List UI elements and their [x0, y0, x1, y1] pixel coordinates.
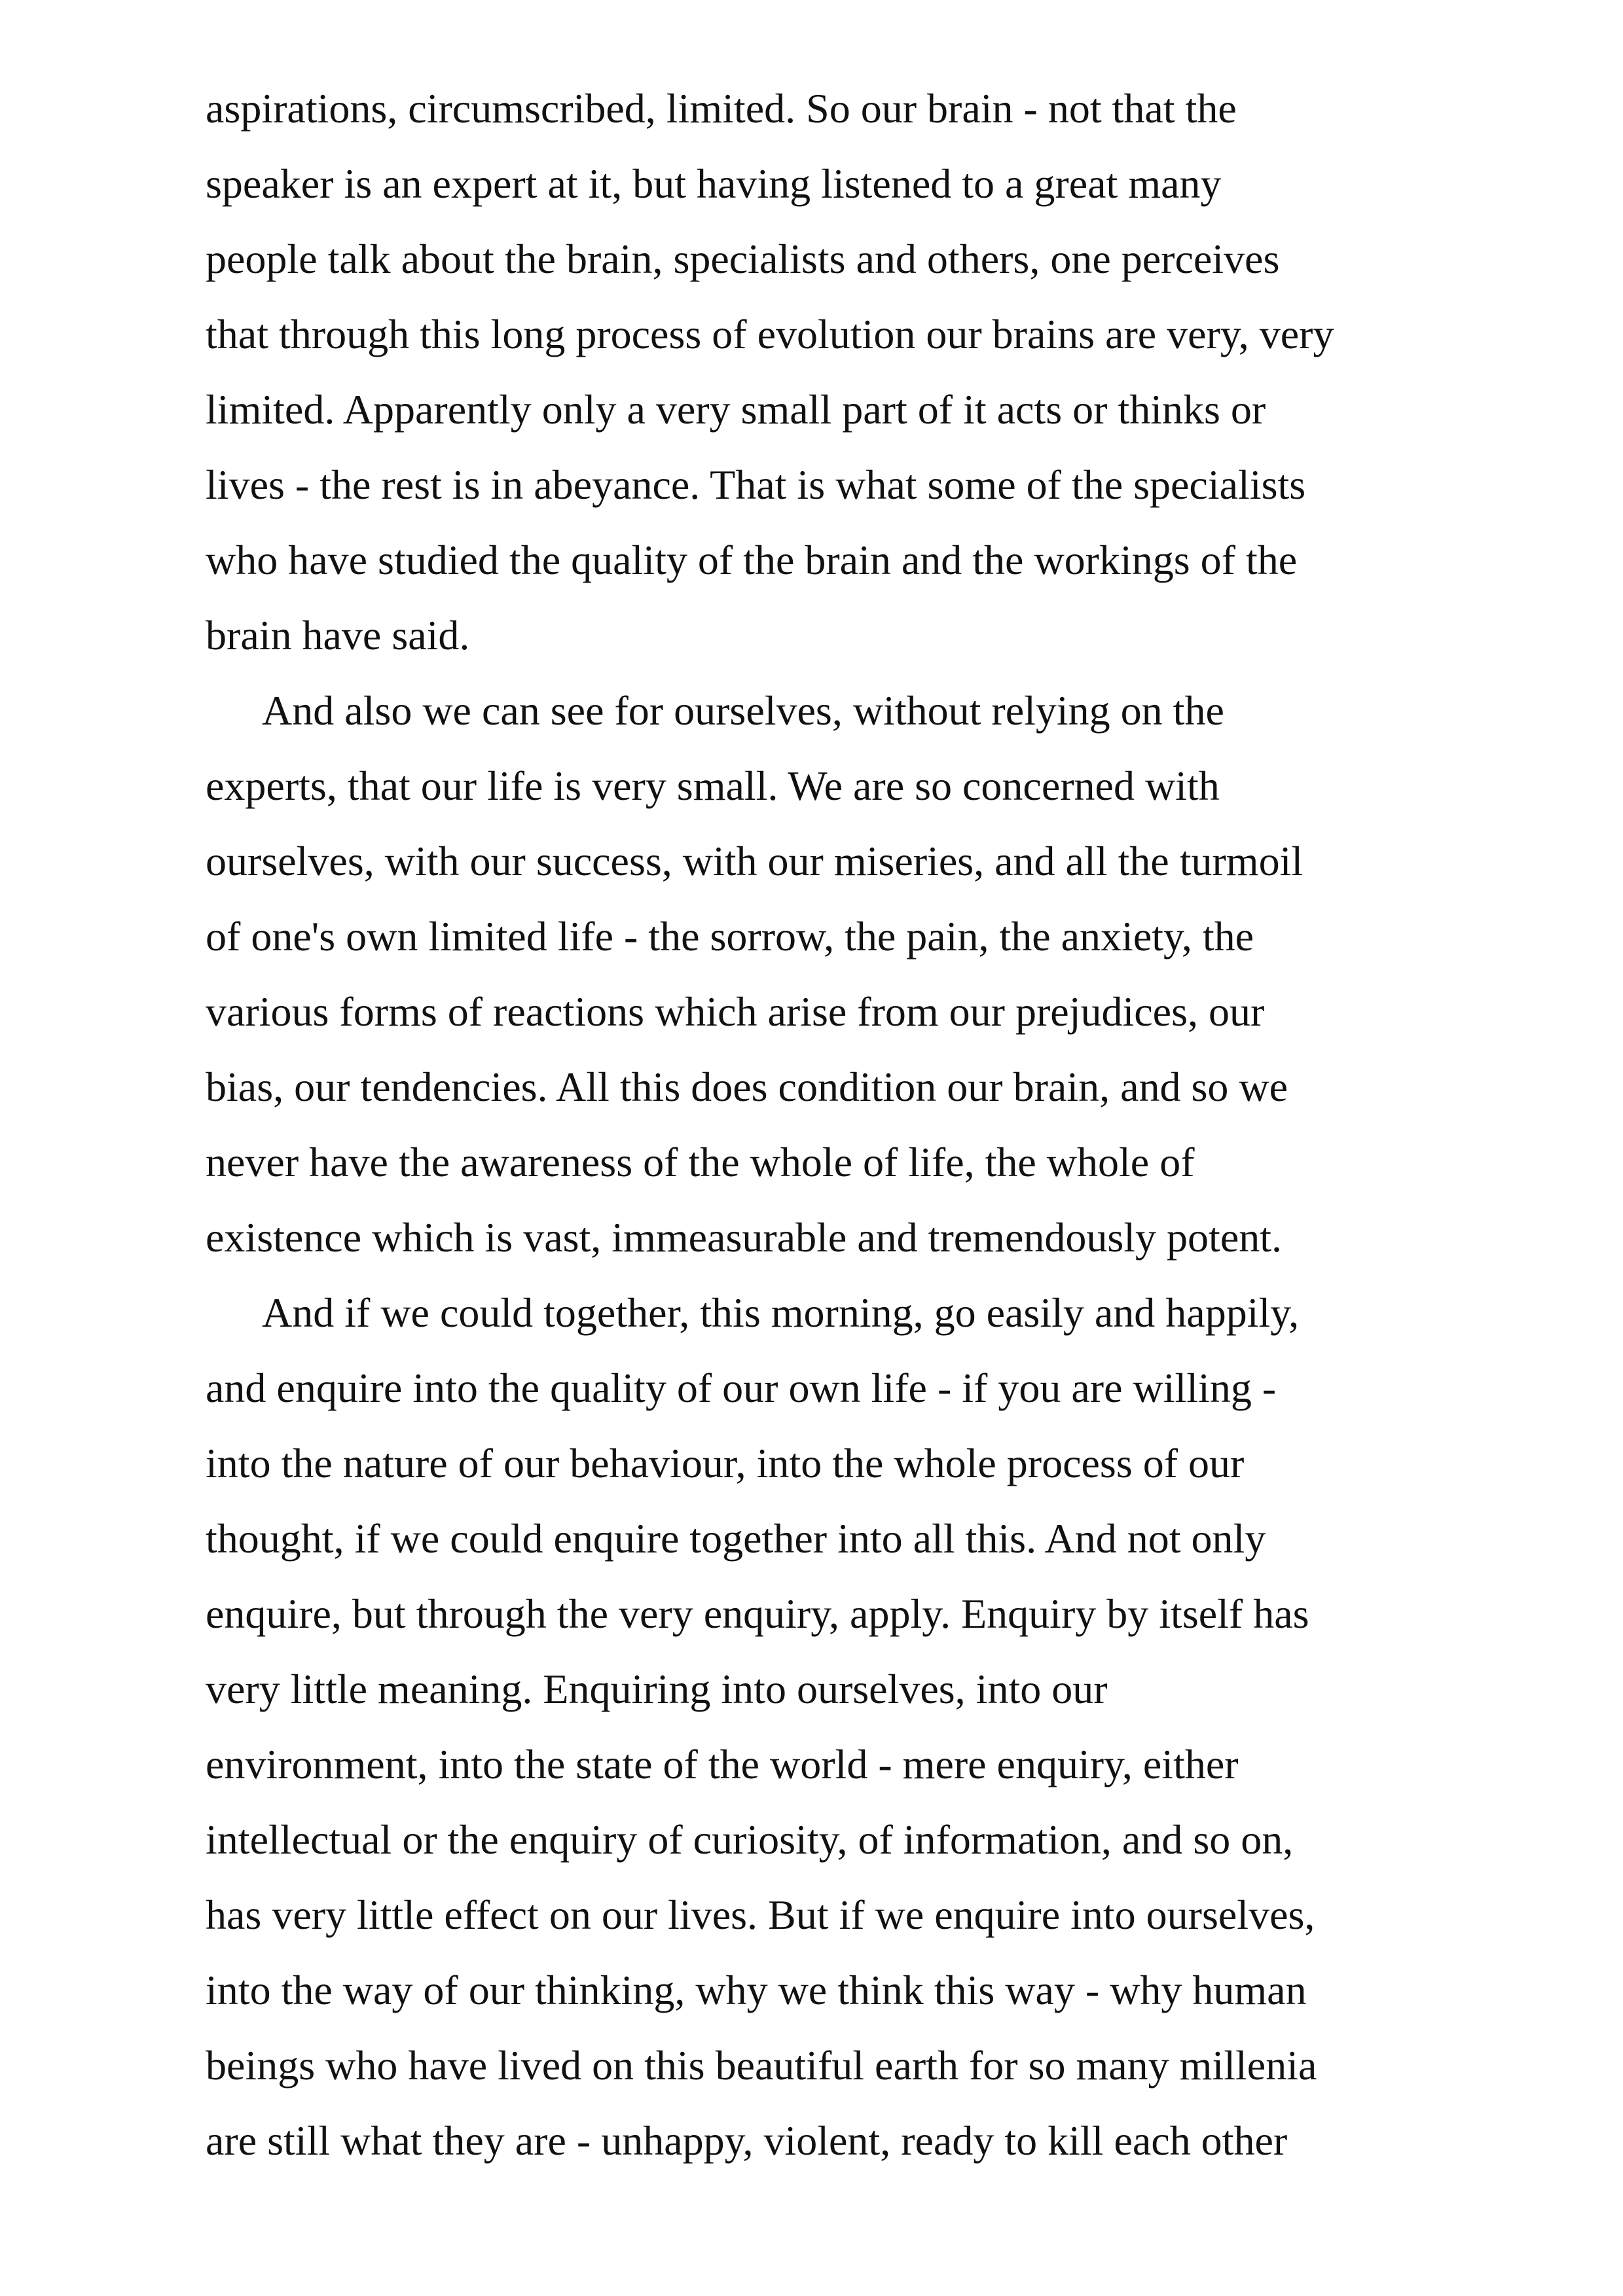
paragraph-1-line-4: that through this long process of evolution our brains are very, very: [206, 311, 1334, 357]
paragraph-3-line-2: and enquire into the quality of our own life - if you are willing -: [206, 1365, 1277, 1411]
paragraph-1-line-8: brain have said.: [206, 612, 470, 658]
paragraph-2-line-1: And also we can see for ourselves, without relying on the: [262, 687, 1224, 734]
paragraph-3-line-10: into the way of our thinking, why we think this way - why human: [206, 1967, 1307, 2013]
paragraph-2-line-3: ourselves, with our success, with our miseries, and all the turmoil: [206, 838, 1304, 884]
paragraph-3-line-9: has very little effect on our lives. But if we enquire into ourselves,: [206, 1892, 1315, 1938]
paragraph-1-line-2: speaker is an expert at it, but having listened to a great many: [206, 160, 1222, 207]
paragraph-3-line-12: are still what they are - unhappy, violent, ready to kill each other: [206, 2117, 1288, 2164]
paragraph-3-line-11: beings who have lived on this beautiful earth for so many millenia: [206, 2042, 1317, 2089]
paragraph-1-line-5: limited. Apparently only a very small part of it acts or thinks or: [206, 386, 1266, 433]
paragraph-3-line-3: into the nature of our behaviour, into the whole process of our: [206, 1440, 1245, 1486]
paragraph-2-line-7: never have the awareness of the whole of life, the whole of: [206, 1139, 1195, 1185]
paragraph-1-line-3: people talk about the brain, specialists and others, one perceives: [206, 236, 1280, 282]
paragraph-2-line-5: various forms of reactions which arise from our prejudices, our: [206, 988, 1265, 1035]
body-text: [206, 71, 1450, 2178]
paragraph-2-line-6: bias, our tendencies. All this does condition our brain, and so we: [206, 1064, 1288, 1110]
paragraph-1-line-7: who have studied the quality of the brain and the workings of the: [206, 537, 1298, 583]
paragraph-3-line-6: very little meaning. Enquiring into ourselves, into our: [206, 1666, 1108, 1712]
paragraph-3-line-5: enquire, but through the very enquiry, apply. Enquiry by itself has: [206, 1590, 1309, 1637]
paragraph-3-line-1: And if we could together, this morning, go easily and happily,: [262, 1289, 1300, 1336]
paragraph-3-line-8: intellectual or the enquiry of curiosity, of information, and so on,: [206, 1816, 1294, 1863]
paragraph-2-line-8: existence which is vast, immeasurable and tremendously potent.: [206, 1214, 1282, 1261]
paragraph-3-line-4: thought, if we could enquire together into all this. And not only: [206, 1515, 1266, 1562]
paragraph-2-line-4: of one's own limited life - the sorrow, the pain, the anxiety, the: [206, 913, 1254, 960]
paragraph-1-line-1: aspirations, circumscribed, limited. So our brain - not that the: [206, 85, 1237, 132]
paragraph-3-line-7: environment, into the state of the world - mere enquiry, either: [206, 1741, 1239, 1787]
paragraph-2-line-2: experts, that our life is very small. We are so concerned with: [206, 762, 1220, 809]
paragraph-1-line-6: lives - the rest is in abeyance. That is what some of the specialists: [206, 461, 1306, 508]
